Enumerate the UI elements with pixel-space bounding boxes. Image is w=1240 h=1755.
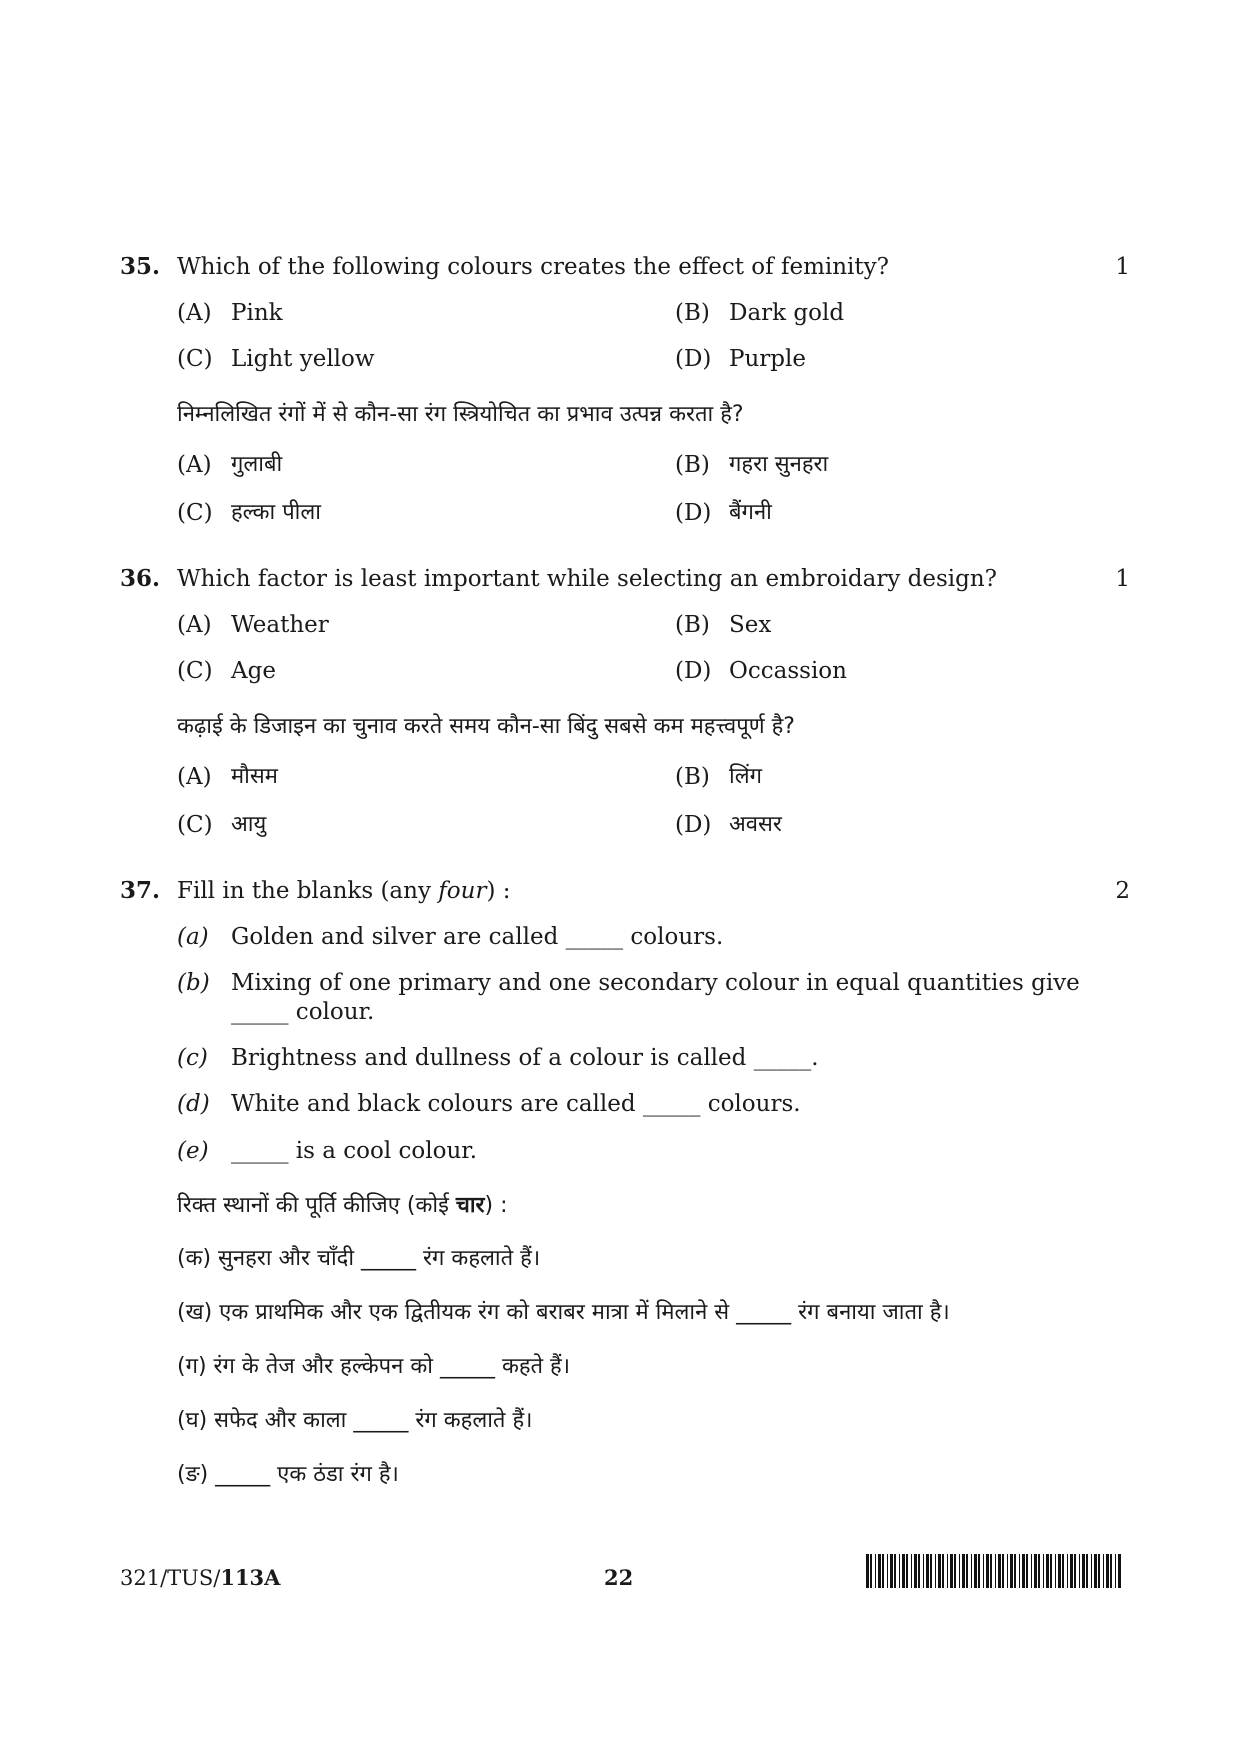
hindi-prefix: रिक्त स्थानों की पूर्ति कीजिए (कोई [177, 1193, 456, 1218]
option-text: Pink [231, 300, 283, 326]
option-text: अवसर [729, 812, 782, 837]
question-text [177, 876, 510, 906]
question-36 [120, 564, 1130, 594]
paper-code-prefix: 321/TUS/ [120, 1566, 221, 1590]
option-text: Light yellow [231, 346, 375, 372]
item-label: (e) [177, 1138, 209, 1164]
hindi-fill-item: (ख) एक प्राथमिक और एक द्वितीयक रंग को बराबर मात्रा में मिलाने से _____ रंग बनाया जाता है। [177, 1300, 950, 1325]
option-text: Purple [729, 346, 806, 372]
fill-item-c [177, 1044, 1077, 1074]
question-text: Which of the following colours creates the effect of feminity? [177, 254, 889, 280]
fill-item-e [177, 1137, 1077, 1167]
question-marks: 2 [1115, 878, 1130, 904]
item-text: White and black colours are called _____ colours. [231, 1091, 801, 1117]
option-label: (B) [675, 612, 710, 638]
option-text: Occassion [729, 658, 847, 684]
hindi-fill-item: (ग) रंग के तेज और हल्केपन को _____ कहते हैं। [177, 1354, 571, 1379]
question-text: Which factor is least important while selecting an embroidary design? [177, 566, 997, 592]
option-label: (C) [177, 346, 213, 372]
item-label: (c) [177, 1045, 208, 1071]
option-label: (C) [177, 812, 213, 838]
option-label: (B) [675, 300, 710, 326]
option-label: (C) [177, 658, 213, 684]
fill-item-b [177, 969, 1080, 1029]
question-36-hindi: कढ़ाई के डिजाइन का चुनाव करते समय कौन-सा बिंदु सबसे कम महत्त्वपूर्ण है? [177, 714, 795, 739]
question-text-prefix: Fill in the blanks (any [177, 878, 439, 904]
item-label: (a) [177, 924, 209, 950]
option-label: (A) [177, 612, 212, 638]
item-label: (b) [177, 970, 210, 996]
option-label: (A) [177, 300, 212, 326]
question-text-suffix: ) : [486, 878, 511, 904]
fill-item-d [177, 1090, 1077, 1120]
option-label: (C) [177, 500, 213, 526]
option-label: (D) [675, 812, 712, 838]
question-marks: 1 [1115, 566, 1130, 592]
question-35-hindi: निम्नलिखित रंगों में से कौन-सा रंग स्त्रियोचित का प्रभाव उत्पन्न करता है? [177, 402, 744, 427]
option-text: गुलाबी [231, 452, 283, 477]
hindi-fill-item: (क) सुनहरा और चाँदी _____ रंग कहलाते हैं। [177, 1246, 541, 1271]
question-number: 36. [120, 565, 161, 592]
option-text: लिंग [729, 764, 763, 789]
question-35 [120, 252, 1130, 282]
option-text: हल्का पीला [231, 500, 321, 525]
option-label: (D) [675, 346, 712, 372]
option-label: (A) [177, 452, 212, 478]
question-number: 37. [120, 877, 161, 904]
paper-code-suffix: 113A [220, 1565, 281, 1590]
item-label: (d) [177, 1091, 210, 1117]
option-text: Age [231, 658, 276, 684]
hindi-fill-item: (घ) सफेद और काला _____ रंग कहलाते हैं। [177, 1408, 533, 1433]
hindi-emphasis: चार [455, 1193, 485, 1218]
question-text-emphasis: four [438, 878, 487, 904]
item-text: _____ is a cool colour. [231, 1138, 478, 1164]
option-label: (D) [675, 500, 712, 526]
hindi-fill-item: (ङ) _____ एक ठंडा रंग है। [177, 1462, 399, 1487]
option-label: (B) [675, 764, 710, 790]
option-label: (B) [675, 452, 710, 478]
question-37 [120, 876, 1130, 906]
barcode-icon [864, 1552, 1126, 1590]
question-number: 35. [120, 253, 161, 280]
question-37-hindi [177, 1191, 508, 1221]
item-text: Brightness and dullness of a colour is called _____. [231, 1045, 819, 1071]
paper-code [120, 1563, 280, 1593]
fill-item-a [177, 923, 1077, 953]
option-text: Weather [231, 612, 329, 638]
item-text: Mixing of one primary and one secondary colour in equal quantities give _____ colour. [231, 970, 1080, 1025]
question-marks: 1 [1115, 254, 1130, 280]
option-text: आयु [231, 812, 267, 837]
option-text: गहरा सुनहरा [729, 452, 829, 477]
option-label: (A) [177, 764, 212, 790]
option-text: बैंगनी [729, 500, 772, 525]
option-text: Dark gold [729, 300, 845, 326]
item-text: Golden and silver are called _____ colours. [231, 924, 724, 950]
page-number: 22 [604, 1565, 634, 1590]
option-text: Sex [729, 612, 772, 638]
option-label: (D) [675, 658, 712, 684]
option-text: मौसम [231, 764, 278, 789]
hindi-suffix: ) : [484, 1193, 508, 1218]
